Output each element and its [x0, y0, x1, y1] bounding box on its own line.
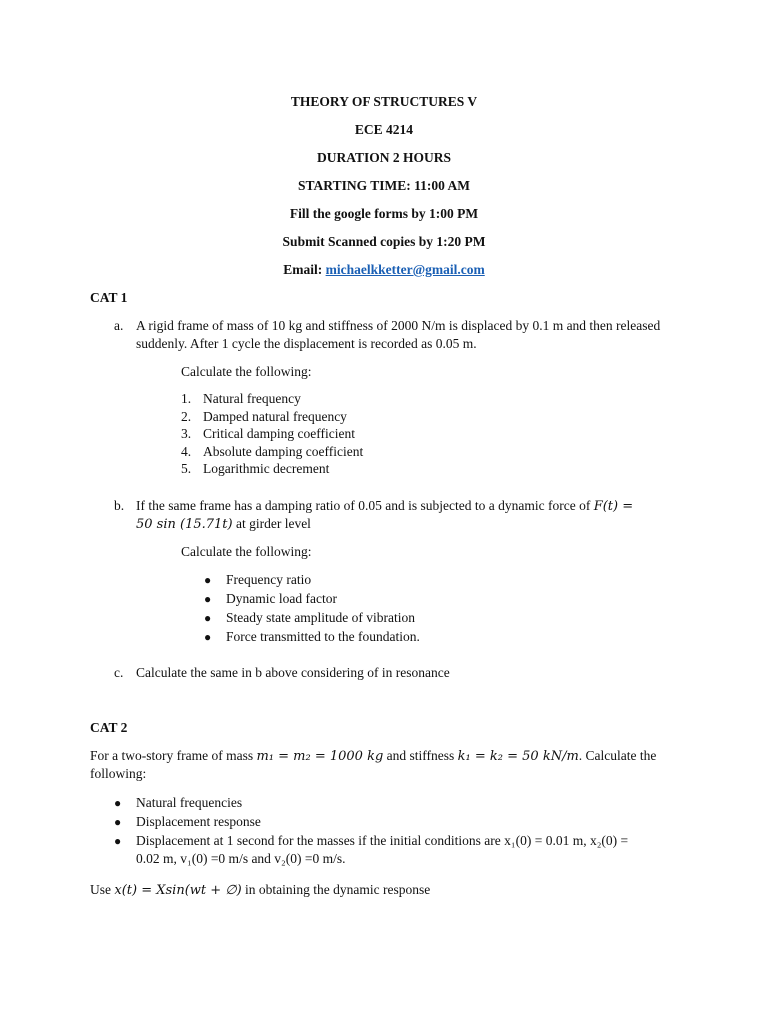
question-a-marker: a.	[114, 318, 124, 333]
email-line	[0, 261, 768, 289]
use-formula-line: Use x(t) = Xsin(wt + ∅) in obtaining the dynamic response	[90, 882, 431, 898]
cat1-heading: CAT 1	[90, 290, 128, 305]
question-b-list	[204, 571, 420, 647]
question-c-text: Calculate the same in b above considering of in resonance	[136, 665, 450, 680]
question-a-line1: A rigid frame of mass of 10 kg and stiffness of 2000 N/m is displaced by 0.1 m and then released	[136, 318, 661, 333]
email-label: Email:	[283, 262, 326, 277]
force-expression: F(t) =	[593, 499, 634, 514]
list-item: 1. Natural frequency	[181, 391, 301, 406]
submission-deadline: Submit Scanned copies by 1:20 PM	[282, 234, 486, 249]
stiffness-expression: k₁ = k₂ = 50 kN/m	[457, 749, 579, 764]
bullet-icon: ●	[114, 834, 122, 848]
question-a-list	[181, 390, 363, 478]
email-link[interactable]: michaelkketter@gmail.com	[325, 262, 485, 277]
list-item: ● Steady state amplitude of vibration	[204, 610, 415, 625]
bullet-icon: ●	[114, 796, 122, 810]
list-item: ● Frequency ratio	[204, 572, 312, 587]
question-b-line2: 50 sin (15.71t) at girder level	[136, 516, 311, 532]
google-forms-deadline: Fill the google forms by 1:00 PM	[289, 206, 479, 221]
list-item: ● Force transmitted to the foundation.	[204, 629, 420, 644]
bullet-icon: ●	[204, 573, 212, 587]
bullet-icon: ●	[114, 815, 122, 829]
exam-header	[0, 93, 768, 289]
list-item: 4. Absolute damping coefficient	[181, 443, 364, 459]
bullet-icon: ●	[204, 630, 212, 644]
cat2-intro-line2: following:	[90, 766, 147, 781]
starting-time: STARTING TIME: 11:00 AM	[298, 178, 470, 193]
question-c-marker: c.	[114, 665, 124, 680]
course-title: THEORY OF STRUCTURES V	[290, 94, 478, 109]
list-item: 3. Critical damping coefficient	[181, 426, 355, 441]
course-code: ECE 4214	[354, 122, 414, 137]
cat2-list	[114, 794, 629, 870]
bullet-icon: ●	[204, 592, 212, 606]
list-item: ● Dynamic load factor	[204, 591, 337, 606]
duration: DURATION 2 HOURS	[316, 150, 451, 165]
list-item: ● Natural frequencies	[114, 795, 243, 810]
list-item: ● Displacement at 1 second for the masses if the initial conditions are x₁(0) = 0.01 m, x₂(0) = 0.02 m, v₁(0) =0 m/s and v₂(0) =0 m/s.	[114, 833, 629, 866]
cat2-heading: CAT 2	[90, 720, 128, 735]
mass-expression: m₁ = m₂ = 1000 kg	[256, 749, 384, 764]
force-function: 50 sin (15.71t)	[136, 517, 233, 532]
question-a-instruction: Calculate the following:	[181, 364, 312, 379]
question-b-line1: If the same frame has a damping ratio of 0.05 and is subjected to a dynamic force of F(t) =	[136, 498, 634, 514]
list-item: ● Displacement response	[114, 814, 261, 829]
cat2-intro-line1: For a two-story frame of mass m₁ = m₂ = 1000 kg and stiffness k₁ = k₂ = 50 kN/m. Calculate the	[90, 748, 657, 764]
bullet-icon: ●	[204, 611, 212, 625]
response-formula: x(t) = Xsin(wt + ∅)	[114, 883, 242, 898]
list-item: 5. Logarithmic decrement	[181, 461, 330, 476]
question-a-line2: suddenly. After 1 cycle the displacement is recorded as 0.05 m.	[136, 336, 477, 351]
question-b-instruction: Calculate the following:	[181, 544, 312, 559]
question-b-marker: b.	[114, 498, 125, 513]
list-item: 2. Damped natural frequency	[181, 408, 347, 424]
